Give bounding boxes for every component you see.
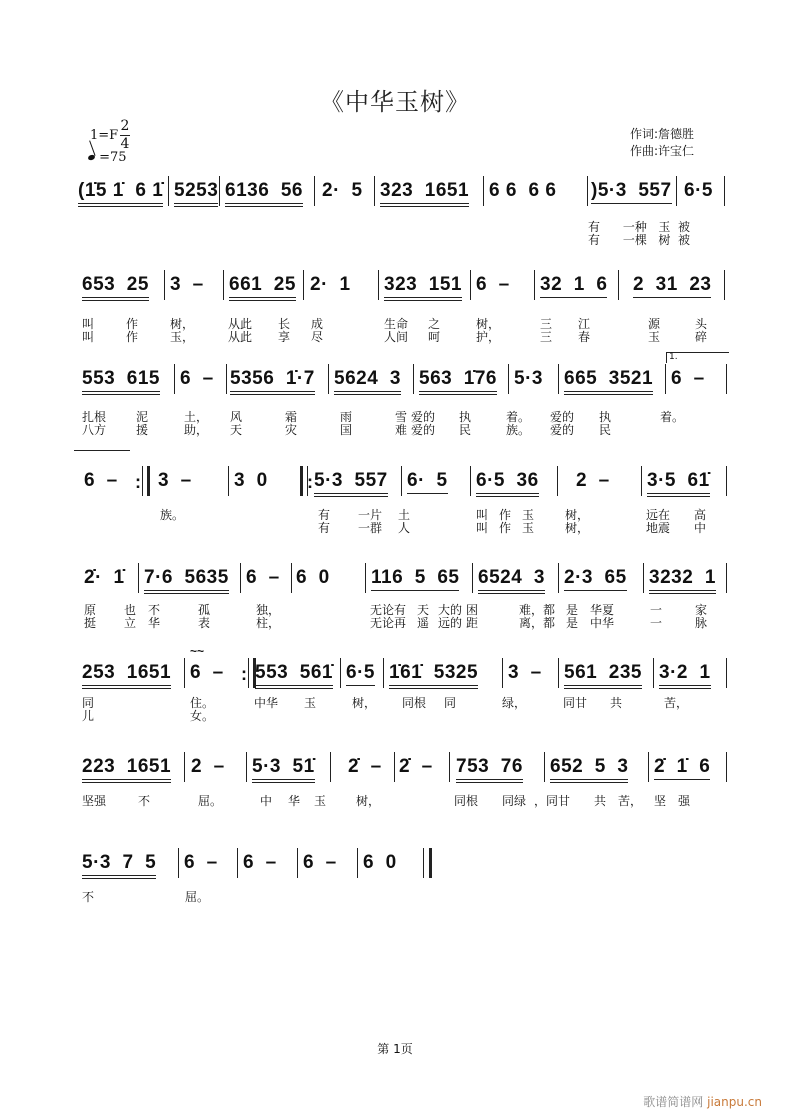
measure: 753 76: [456, 756, 523, 783]
measure: 3 0: [234, 470, 268, 491]
measure: 2̇· 1̇: [84, 567, 125, 588]
composer: 作曲:许宝仁: [630, 144, 695, 158]
measure: 2̇ –: [399, 756, 433, 777]
repeat-end-sign: :: [135, 472, 141, 492]
credits: [630, 126, 694, 160]
lyricist: 作词:詹德胜: [630, 127, 695, 141]
score-line-1: [78, 176, 728, 246]
measure: 553 615: [82, 368, 160, 395]
measure: 3232 1: [649, 567, 716, 594]
score-line-2: 653 25 3 – 661 25 2· 1 323 151 6 – 32 1 6 2 31 23 叫 作 树， 从此 长 成 生命 之 树， 三 江 源 头 叫 作 玉， 从此 享 尽 人间 呵 护， 三 春 玉 碎: [78, 270, 728, 345]
measure: 5·3 7 5: [82, 852, 156, 879]
lyrics-verse-1: 有 一种 玉 被: [588, 220, 690, 234]
measure: 6·5: [346, 662, 375, 686]
measure: 2̇ –: [348, 756, 382, 777]
measure: 6 –: [180, 368, 214, 389]
measure: 6 0: [296, 567, 330, 588]
score-line-7: 223 1651 2 – 5·3 51̇ 2̇ – 2̇ – 753 76 652 5 3 2̇ 1̇ 6 坚强 不 屈。 中 华 玉 树， 同根 同绿 ，同甘 共 苦， 坚 强: [78, 752, 728, 812]
time-signature: 2 4: [120, 118, 130, 152]
measure: 6·5 36: [476, 470, 539, 497]
measure: 3 –: [170, 274, 204, 295]
measure: 3 –: [158, 470, 192, 491]
repeat-start-sign: :: [307, 472, 313, 492]
measure: 5356 1̇·7: [230, 368, 315, 395]
first-ending-bracket-cont: [74, 450, 130, 461]
measure: 6524 3: [478, 567, 545, 594]
score-line-4: 6 – : 3 – 3 0 : 5·3 557 6· 5 6·5 36 2 – 3·5 61̇ 族。 有 一片 土 叫 作 玉 树， 远在 高 有 一群 人 叫 作 玉 树， 地震 中: [78, 466, 728, 541]
measure: 6136 56: [225, 180, 303, 207]
score-line-6: 253 1651 6 – ~~ : 553 561̇ 6·5 1̇61̇ 5325 3 – 561 235 3·2 1 同 住。 中华 玉 树， 同根 同 绿， 同甘 共 苦， 儿 女。: [78, 658, 728, 733]
measure: 563 1̇76: [419, 368, 497, 395]
measure: (1̇5 1̇ 6 1̇: [78, 180, 163, 207]
measure: 3 –: [508, 662, 542, 683]
measure: 2 –: [576, 470, 610, 491]
measure: 2 31 23: [633, 274, 711, 298]
measure: 6· 5: [407, 470, 448, 494]
measure: 6 –: [243, 852, 277, 873]
score-line-8: 5·3 7 5 6 – 6 – 6 – 6 0 不 屈。: [78, 848, 728, 908]
measure: 223 1651: [82, 756, 171, 783]
key-signature: 1=F: [90, 128, 119, 143]
measure: 6 –: [476, 274, 510, 295]
measure: 653 25: [82, 274, 149, 301]
measure: 2·3 65: [564, 567, 627, 591]
measure: 6 –: [671, 368, 705, 389]
measure: 6 –: [190, 662, 224, 683]
measure: 253 1651: [82, 662, 171, 689]
measure: 5·3 557: [314, 470, 388, 497]
measure: 6 0: [363, 852, 397, 873]
measure: 665 3521: [564, 368, 653, 395]
measure: 661 25: [229, 274, 296, 301]
measure: 553 561̇: [255, 662, 333, 689]
measure: 2̇ 1̇ 6: [654, 756, 710, 780]
measure: 116 5 65: [371, 567, 459, 591]
trill-icon: ~~: [190, 644, 205, 658]
repeat-end-sign: :: [241, 664, 247, 684]
measure: 5·3: [514, 368, 543, 389]
measure: 6·5: [684, 180, 713, 201]
song-title: 《中华玉树》: [320, 88, 470, 116]
score-line-5: 2̇· 1̇ 7·6 5635 6 – 6 0 116 5 65 6524 3 2·3 65 3232 1 原 也 不 孤 独， 无论有 天 大的 困 难，都 是 华夏 一 家 挺 立 华 表 柱， 无论再 遥 远的 距 离，都 是 中华 一 脉: [78, 563, 728, 638]
measure: 2· 1: [310, 274, 351, 295]
measure: 3·5 61̇: [647, 470, 710, 497]
first-ending-bracket: 1.: [666, 352, 729, 363]
measure: 2 –: [191, 756, 225, 777]
measure: 6 –: [246, 567, 280, 588]
measure: 6 –: [84, 470, 118, 491]
measure: 1̇61̇ 5325: [389, 662, 478, 689]
measure: 323 151: [384, 274, 462, 301]
tempo-marking: =75: [88, 150, 127, 165]
measure: 652 5 3: [550, 756, 628, 783]
measure: 7·6 5635: [144, 567, 229, 594]
measure: 6 –: [184, 852, 218, 873]
measure: 5253: [174, 180, 218, 207]
measure: 5·3 51̇: [252, 756, 315, 783]
quarter-note-icon: [87, 154, 95, 161]
measure: 2· 5: [322, 180, 363, 201]
measure: 561 235: [564, 662, 642, 689]
lyrics-verse-2: 有 一棵 树 被: [588, 233, 690, 247]
measure: 3·2 1: [659, 662, 711, 689]
measure: )5·3 557: [591, 180, 672, 204]
watermark: 歌谱简谱网 jianpu.cn: [643, 1095, 762, 1109]
measure: 6 –: [303, 852, 337, 873]
measure: 323 1651: [380, 180, 469, 207]
score-line-3: 1. 553 615 6 – 5356 1̇·7 5624 3 563 1̇76 5·3 665 3521 6 – 扎根 泥 土， 风 霜 雨 雪 爱的 执 着。 爱的 执 着。 八方 援 助， 天 灾 国 难 爱的 民 族。 爱的 民: [78, 364, 728, 439]
measure: 32 1 6: [540, 274, 607, 298]
measure: 6 6 6 6: [489, 180, 557, 201]
page-number: 第 1页: [377, 1042, 413, 1056]
measure: 5624 3: [334, 368, 401, 395]
